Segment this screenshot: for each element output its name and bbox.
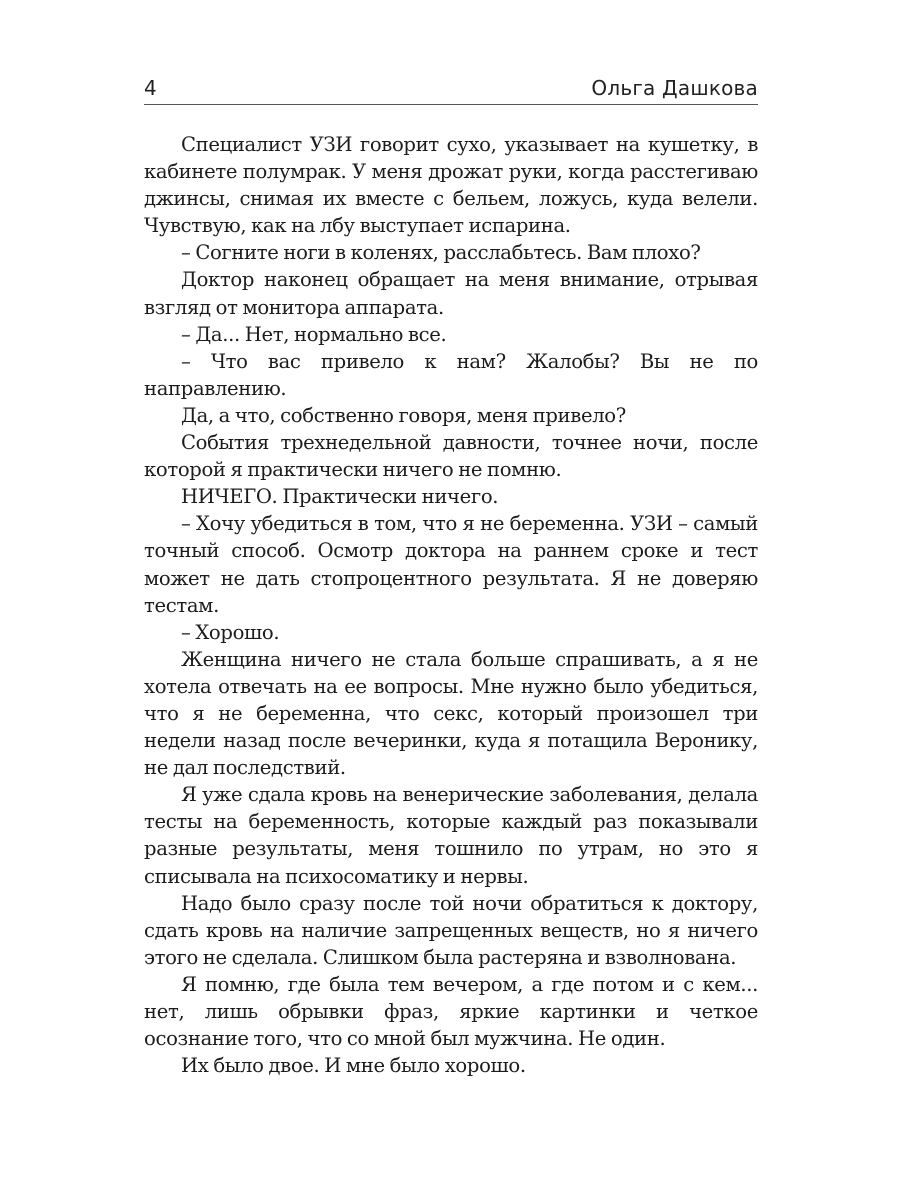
paragraph: – Хочу убедиться в том, что я не беременна. УЗИ – самый точный способ. Осмотр доктора на раннем сроке и тест может не дать стопроцентного результата. Я не доверяю тестам. — [144, 512, 758, 617]
paragraph: Специалист УЗИ говорит сухо, указывает на кушетку, в кабинете полумрак. У меня дрожат руки, когда расстегиваю джинсы, снимая их вместе с бельем, ложусь, куда велели. Чувствую, как на лбу выступает испарина. — [144, 133, 758, 238]
header-divider — [144, 104, 758, 105]
paragraph: Женщина ничего не стала больше спрашивать, а я не хотела отвечать на ее вопросы. Мне нужно было убедиться, что я не беременна, что секс, который произошел три недели назад после вечеринки, куда я потащила Веронику, не дал последствий. — [144, 647, 758, 780]
paragraph: – Да... Нет, нормально все. — [181, 322, 447, 346]
author-name: Ольга Дашкова — [591, 76, 758, 100]
paragraph: – Что вас привело к нам? Жалобы? Вы не по направлению. — [144, 349, 758, 400]
paragraph: – Согните ноги в коленях, расслабьтесь. Вам плохо? — [181, 241, 701, 265]
paragraph: НИЧЕГО. Практически ничего. — [181, 485, 499, 509]
paragraph: Доктор наконец обращает на меня внимание, отрывая взгляд от монитора аппарата. — [144, 268, 758, 319]
paragraph: Их было двое. И мне было хорошо. — [181, 1054, 526, 1078]
running-header — [144, 74, 758, 104]
page-body — [144, 131, 758, 1079]
paragraph: – Хорошо. — [181, 620, 280, 644]
paragraph: Надо было сразу после той ночи обратиться к доктору, сдать кровь на наличие запрещенных веществ, но я ничего этого не сделала. Слишком была растеряна и взволнована. — [144, 891, 758, 969]
paragraph: Я уже сдала кровь на венерические заболевания, делала тесты на беременность, которые каждый раз показывали разные результаты, меня тошнило по утрам, но это я списывала на психосоматику и нервы. — [144, 783, 758, 888]
page-number: 4 — [144, 76, 157, 100]
paragraph: Я помню, где была тем вечером, а где потом и с кем... нет, лишь обрывки фраз, яркие картинки и четкое осознание того, что со мной был мужчина. Не один. — [144, 972, 758, 1051]
paragraph: Да, а что, собственно говоря, меня привело? — [181, 403, 626, 427]
paragraph: События трехнедельной давности, точнее ночи, после которой я практически ничего не помню. — [144, 431, 758, 482]
